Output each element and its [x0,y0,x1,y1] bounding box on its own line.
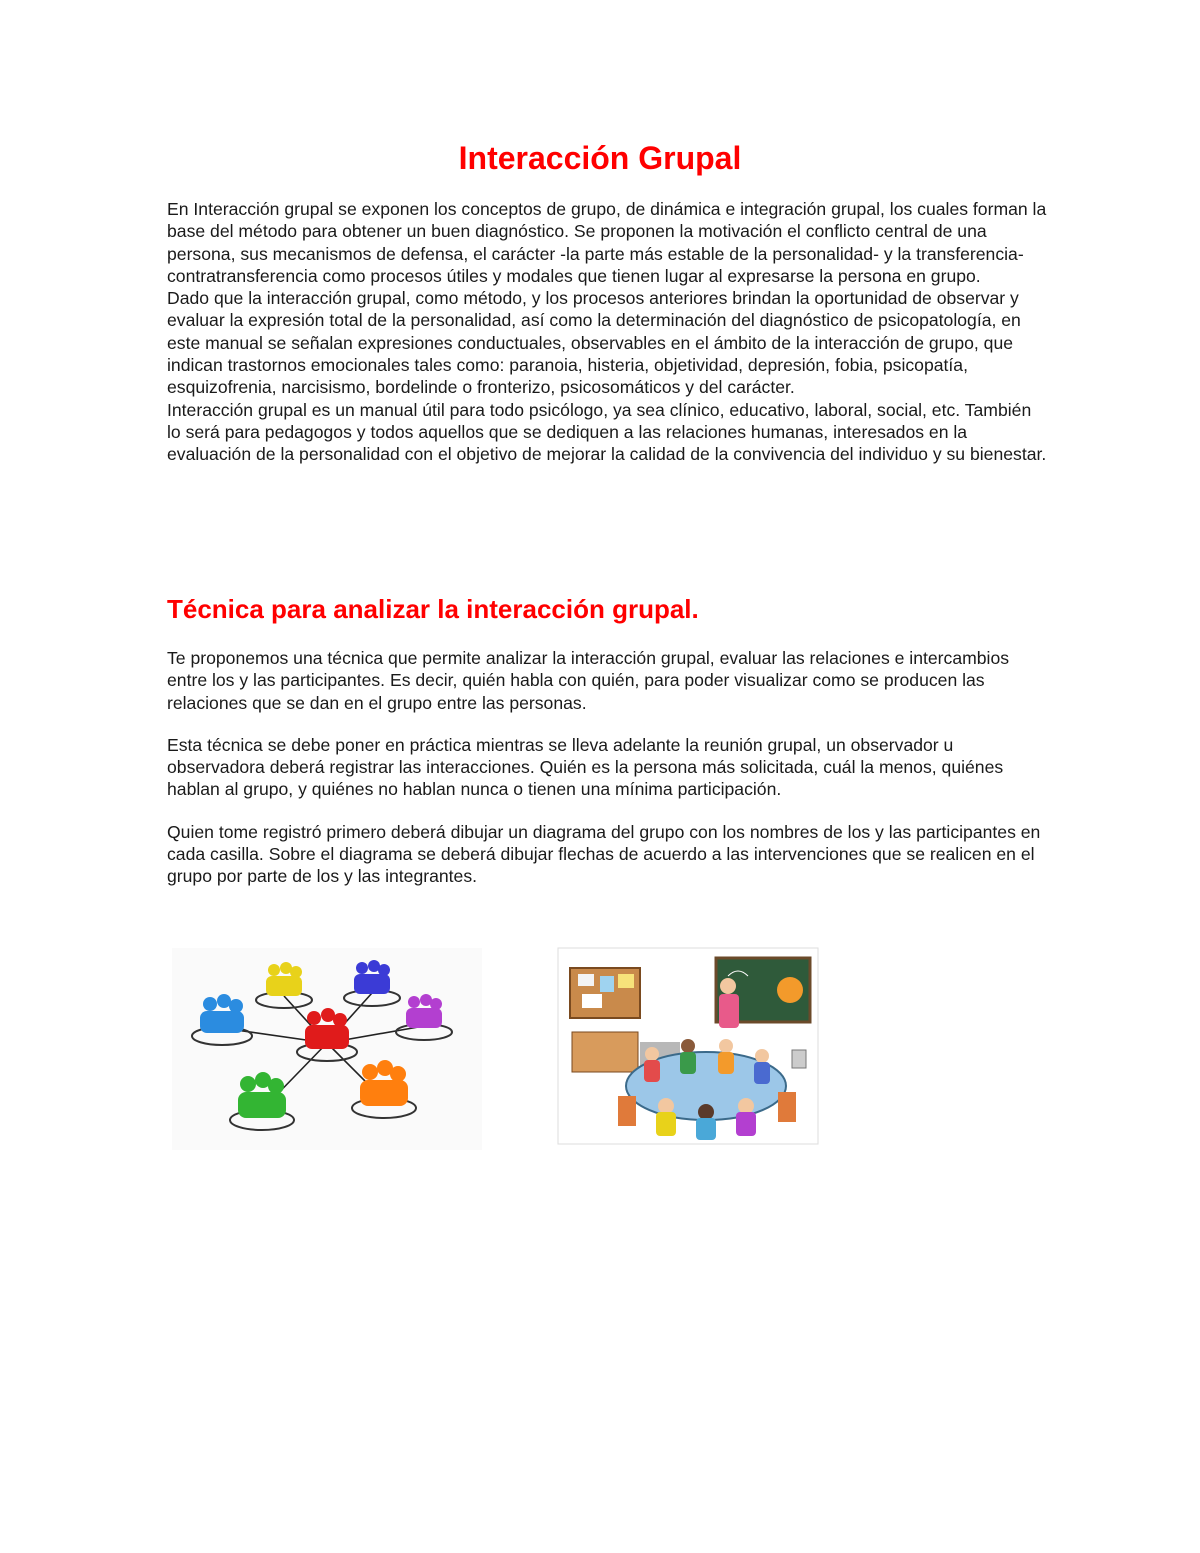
people-cluster-yellow [266,962,302,996]
group-network-image [172,948,482,1150]
people-cluster-red [305,1008,349,1049]
classroom-illustration [556,946,820,1146]
classroom-image [556,946,820,1146]
people-cluster-purple [406,994,442,1028]
intro-paragraph: Interacción grupal es un manual útil para todo psicólogo, ya sea clínico, educativo, laboral, social, etc. También lo será para pedagogos y todos aquellos que se dediquen a las relaciones humanas, interesados en la evaluación de la personalidad con el objetivo de mejorar la calidad de la convivencia del individuo y su bienestar. [167,399,1047,465]
intro-block [167,198,1047,466]
section-paragraph: Esta técnica se debe poner en práctica mientras se lleva adelante la reunión grupal, un observador u observadora deberá registrar las interacciones. Quién es la persona más solicitada, cuál la menos, quiénes hablan al grupo, y quiénes no hablan nunca o tienen una mínima participación. [167,734,1004,800]
people-cluster-blue [200,994,244,1033]
people-cluster-indigo [354,960,390,994]
document-title: Interacción Grupal [458,140,742,176]
technique-section [167,647,1047,908]
intro-paragraph: En Interacción grupal se exponen los conceptos de grupo, de dinámica e integración grupal, los cuales forman la base del método para obtener un buen diagnóstico. Se proponen la motivación el conflicto central de una persona, sus mecanismos de defensa, el carácter -la parte más estable de la personalidad- y la transferencia-contratransferencia como procesos útiles y modales que tienen lugar al expresarse la persona en grupo. [167,199,1047,286]
group-network-illustration [172,948,482,1150]
section-paragraph: Te proponemos una técnica que permite analizar la interacción grupal, evaluar las relaciones e intercambios entre los y las participantes. Es decir, quién habla con quién, para poder visualizar como se producen las relaciones que se dan en el grupo entre las personas. [167,648,1010,713]
section-heading: Técnica para analizar la interacción grupal. [167,594,699,624]
people-cluster-orange [360,1060,408,1106]
intro-paragraph: Dado que la interacción grupal, como método, y los procesos anteriores brindan la oportunidad de observar y evaluar la expresión total de la personalidad, así como la determinación del diagnóstico de psicopatología, en este manual se señalan expresiones conductuales, observables en el ámbito de la interacción de grupo, que indican trastornos emocionales tales como: paranoia, histeria, objetividad, depresión, fobia, psicopatía, esquizofrenia, narcisismo, bordelinde o fronterizo, psicosomáticos y del carácter. [167,288,1021,398]
people-cluster-green [238,1072,286,1118]
section-paragraph: Quien tome registró primero deberá dibujar un diagrama del grupo con los nombres de los y las participantes en cada casilla. Sobre el diagrama se deberá dibujar flechas de acuerdo a las intervenciones que se realicen en el grupo por parte de los y las integrantes. [167,821,1041,887]
